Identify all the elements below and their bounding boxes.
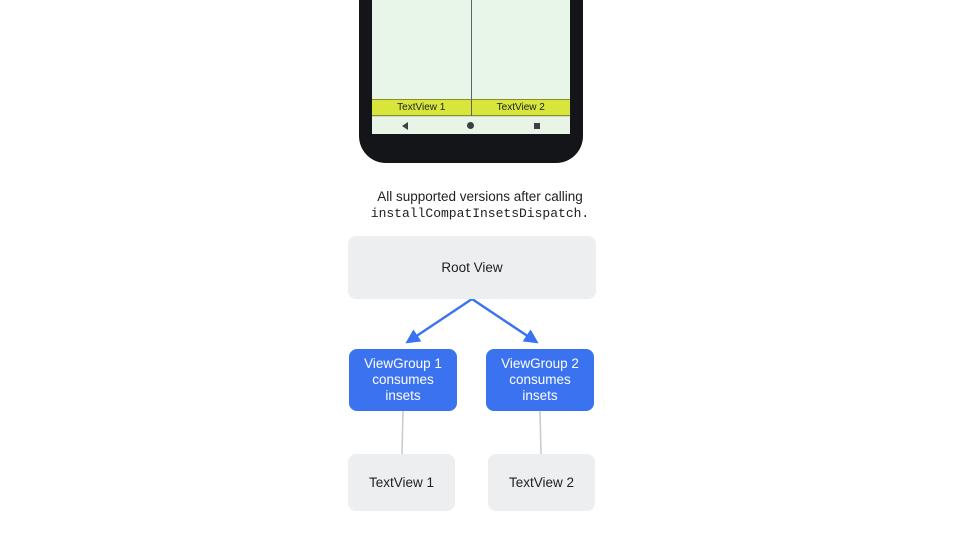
home-icon — [467, 122, 474, 129]
screen-column-left — [372, 0, 471, 116]
screen-columns — [372, 0, 570, 116]
figure-caption — [0, 188, 960, 222]
node-textview-1: TextView 1 — [348, 454, 455, 511]
edge-viewgroup-2-to-textview-2 — [540, 411, 541, 454]
caption-line-2: installCompatInsetsDispatch. — [370, 206, 590, 221]
edge-root-to-viewgroup-2 — [472, 299, 535, 341]
phone-screen — [372, 0, 570, 134]
system-navigation-bar — [372, 116, 570, 134]
caption-line-1: All supported versions after calling — [377, 189, 583, 204]
node-viewgroup-2: ViewGroup 2 consumes insets — [486, 349, 594, 411]
edge-viewgroup-1-to-textview-1 — [402, 411, 403, 454]
phone-mockup — [360, 0, 582, 162]
back-icon — [402, 122, 408, 130]
recents-icon — [534, 123, 540, 129]
edge-root-to-viewgroup-1 — [409, 299, 472, 341]
screen-column-right — [471, 0, 571, 116]
node-root-view: Root View — [348, 236, 596, 299]
node-textview-2: TextView 2 — [488, 454, 595, 511]
screen-label-textview-1: TextView 1 — [372, 99, 471, 116]
node-viewgroup-1: ViewGroup 1 consumes insets — [349, 349, 457, 411]
screen-label-textview-2: TextView 2 — [472, 99, 571, 116]
